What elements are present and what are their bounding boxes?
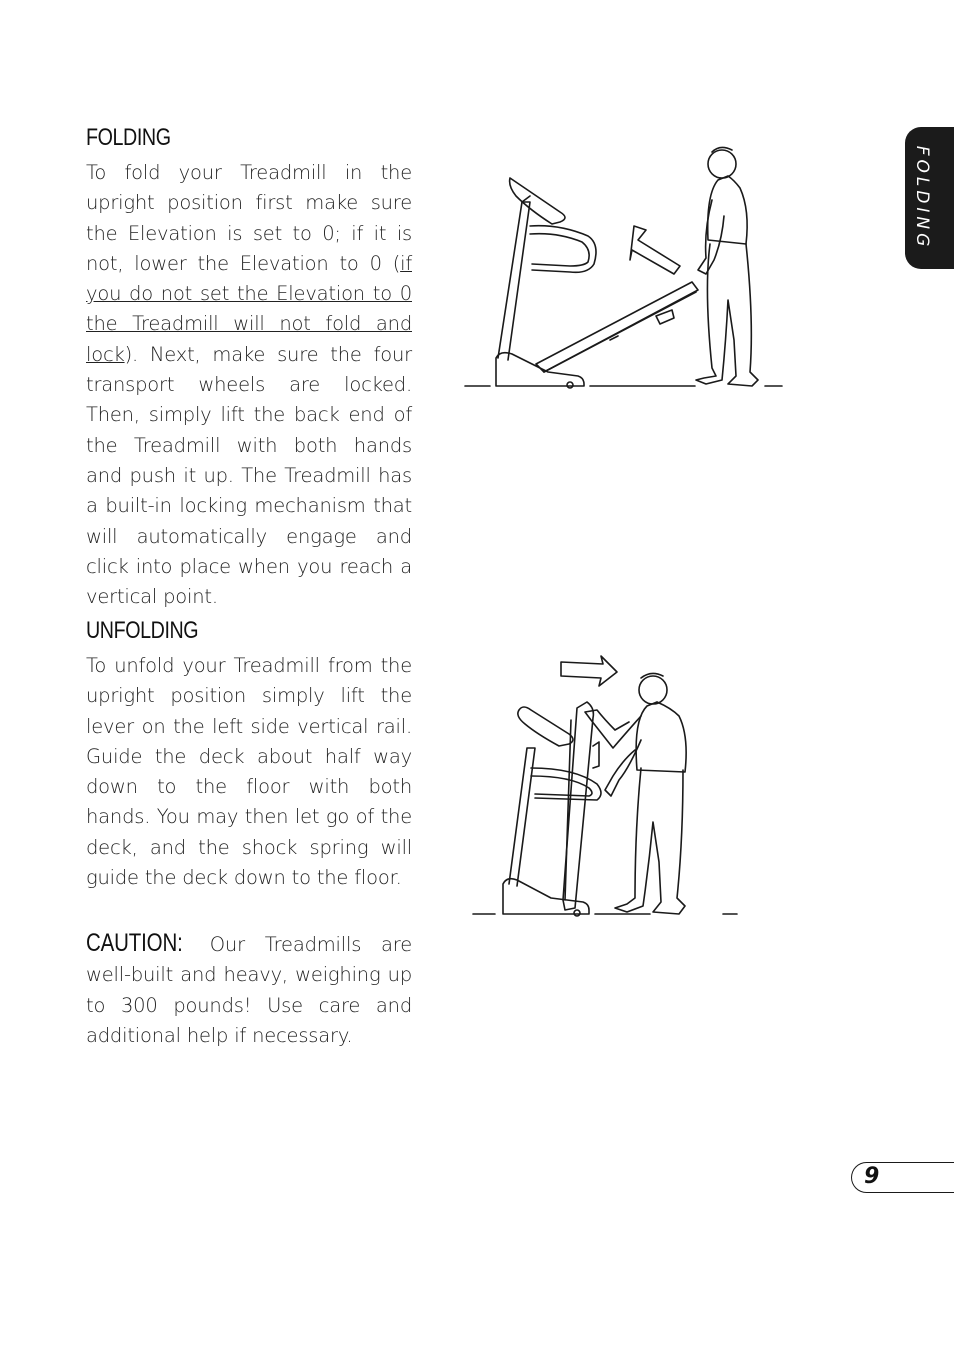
section-side-tab <box>905 127 954 269</box>
folding-paragraph <box>86 158 412 612</box>
unfolding-heading: UNFOLDING <box>86 617 199 644</box>
folding-warning-underlined: if you do not set the Elevation to 0 the Treadmill will not fold and lock <box>86 251 412 366</box>
unfolding-illustration <box>465 650 755 930</box>
folding-text-before: To fold your Treadmill in the upright position first make sure the Elevation is set to 0; if it is not, lower the Elevation to 0 ( <box>86 161 412 275</box>
folding-heading: FOLDING <box>86 124 171 151</box>
unfolding-paragraph: To unfold your Treadmill from the upright position simply lift the lever on the left side vertical rail. Guide the deck about half way down to the floor with both hands. You may then let go of the deck, and the shock spring will guide the deck down to the floor. <box>86 654 412 890</box>
side-tab-label: FOLDING <box>912 145 932 251</box>
caution-label: CAUTION: <box>86 929 183 957</box>
caution-text: Our Treadmills are well-built and heavy, weighing up to 300 pounds! Use care and additional help if necessary. <box>86 933 412 1047</box>
caution-paragraph <box>86 928 412 1051</box>
page-number: 9 <box>864 1164 880 1189</box>
folding-text-after: ). Next, make sure the four transport wheels are locked. Then, simply lift the back end of the Treadmill with both hands and push it up. The Treadmill has a built-in locking mechanism that will automatically engage and click into place when you reach a vertical point. <box>86 342 412 609</box>
page-number-box <box>851 1162 954 1193</box>
folding-illustration <box>460 140 790 400</box>
